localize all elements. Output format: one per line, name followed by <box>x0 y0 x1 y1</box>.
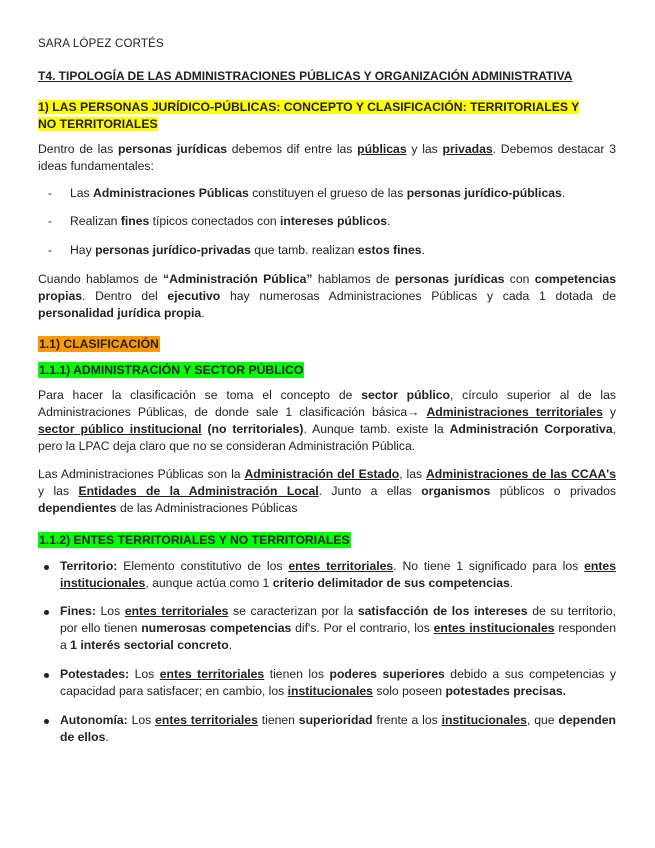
bullet-dot <box>44 610 49 615</box>
bullet-territorio: Territorio: Elemento constitutivo de los entes territoriales. No tiene 1 significado para los entes institucionales, aunque actúa como 1 criterio delimitador de sus competencias. <box>60 559 616 590</box>
section-1-1-heading: 1.1) CLASIFICACIÓN <box>39 337 159 351</box>
list-item: Realizan fines típicos conectados con intereses públicos. <box>70 214 391 228</box>
section-1-1-2-heading: 1.1.2) ENTES TERRITORIALES Y NO TERRITORIALES <box>39 533 350 547</box>
list-dash: - <box>48 214 53 228</box>
list-item: Las Administraciones Públicas constituyen el grueso de las personas jurídico-públicas. <box>70 186 566 200</box>
list-dash: - <box>48 186 53 200</box>
bullet-fines: Fines: Los entes territoriales se caracterizan por la satisfacción de los intereses de su territorio, por ello tienen numerosas competencias dif's. Por el contrario, los entes institucionales responden a 1 interés sectorial concreto. <box>60 604 616 652</box>
section-1-heading-line2: NO TERRITORIALES <box>38 117 158 131</box>
sector-publico-paragraph: Para hacer la clasificación se toma el concepto de sector público, círculo superior al de las Administraciones Públicas, de donde sale 1 clasificación básica→ Administraciones territoriales y sector público institucional (no territoriales). Aunque tamb. existe la Administración Corporativa, pero la LPAC deja claro que no se consideran Administración Pública. <box>38 388 617 453</box>
list-item: Hay personas jurídico-privadas que tamb. realizan estos fines. <box>70 243 425 257</box>
bullet-potestades: Potestades: Los entes territoriales tienen los poderes superiores debido a sus competencias y capacidad para satisfacer; en cambio, los institucionales solo poseen potestades precisas. <box>60 667 616 698</box>
administracion-publica-paragraph: Cuando hablamos de “Administración Pública” hablamos de personas jurídicas con competencias propias. Dentro del ejecutivo hay numerosas Administraciones Públicas y cada 1 dotada de personalidad jurídica propia. <box>38 272 616 320</box>
bullet-dot <box>44 673 49 678</box>
bullet-dot <box>44 719 49 724</box>
intro-paragraph: Dentro de las personas jurídicas debemos dif entre las públicas y las privadas. Debemos destacar 3 ideas fundamentales: <box>38 142 616 173</box>
section-1-heading <box>38 99 620 133</box>
section-1-heading-line1: 1) LAS PERSONAS JURÍDICO-PÚBLICAS: CONCEPTO Y CLASIFICACIÓN: TERRITORIALES Y <box>38 100 580 114</box>
bullet-autonomia: Autonomía: Los entes territoriales tienen superioridad frente a los institucionales, que dependen de ellos. <box>60 713 616 744</box>
document-title: T4. TIPOLOGÍA DE LAS ADMINISTRACIONES PÚBLICAS Y ORGANIZACIÓN ADMINISTRATIVA <box>38 69 573 83</box>
list-dash: - <box>48 243 53 257</box>
section-1-1-1-heading: 1.1.1) ADMINISTRACIÓN Y SECTOR PÚBLICO <box>39 363 304 377</box>
author-name: SARA LÓPEZ CORTÉS <box>38 38 164 50</box>
administraciones-list-paragraph: Las Administraciones Públicas son la Administración del Estado, las Administraciones de las CCAA's y las Entidades de la Administración Local. Junto a ellas organismos públicos o privados dependientes de las Administraciones Públicas <box>38 467 617 515</box>
bullet-dot <box>44 565 49 570</box>
